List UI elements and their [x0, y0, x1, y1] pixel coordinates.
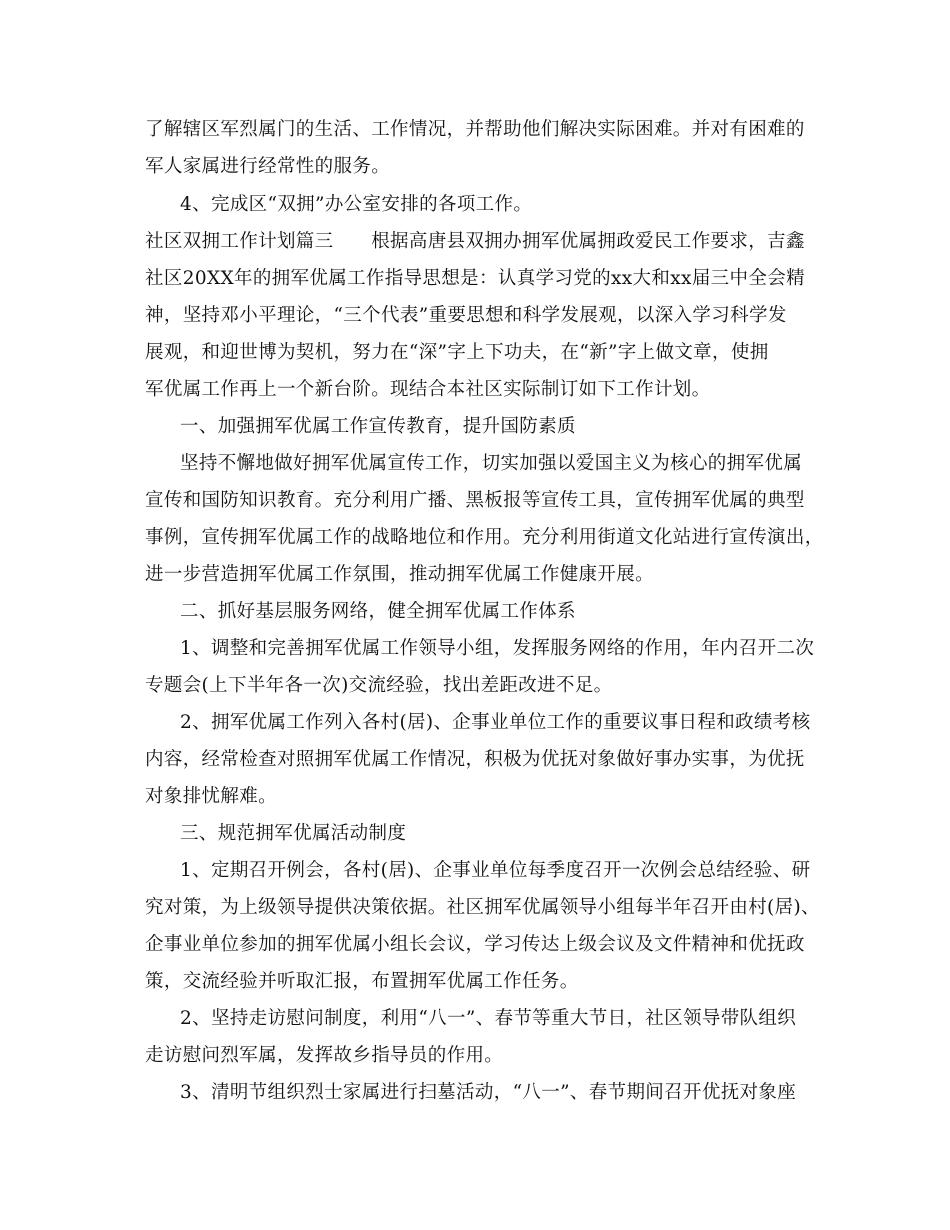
text-line: 内容，经常检查对照拥军优属工作情况，积极为优抚对象做好事办实事，为优抚 [145, 749, 805, 770]
text-line: 社区20XX年的拥军优属工作指导思想是：认真学习党的xx大和xx届三中全会精 [145, 268, 805, 289]
text-line: 专题会(上下半年各一次)交流经验，找出差距改进不足。 [145, 675, 613, 696]
text-line: 军优属工作再上一个新台阶。现结合本社区实际制订如下工作计划。 [145, 379, 711, 400]
text-line: 军人家属进行经常性的服务。 [145, 156, 391, 177]
text-line: 究对策，为上级领导提供决策依据。社区拥军优属领导小组每半年召开由村(居)、 [145, 897, 820, 918]
text-line: 2、坚持走访慰问制度，利用“八一”、春节等重大节日，社区领导带队组织 [180, 1008, 797, 1029]
subheading-line: 二、抓好基层服务网络，健全拥军优属工作体系 [180, 601, 576, 622]
text-line: 1、调整和完善拥军优属工作领导小组，发挥服务网络的作用，年内召开二次 [180, 638, 815, 659]
text-line: 走访慰问烈军属，发挥故乡指导员的作用。 [145, 1045, 504, 1066]
subheading-line: 三、规范拥军优属活动制度 [180, 823, 407, 844]
text-line: 策，交流经验并听取汇报，布置拥军优属工作任务。 [145, 971, 579, 992]
text-line: 宣传和国防知识教育。充分利用广播、黑板报等宣传工具，宣传拥军优属的典型 [145, 490, 805, 511]
text-line: 对象排忧解难。 [145, 786, 277, 807]
text-line: 4、完成区“双拥”办公室安排的各项工作。 [180, 194, 533, 215]
text-line: 神，坚持邓小平理论，“三个代表”重要思想和科学发展观，以深入学习科学发 [145, 305, 787, 326]
section-heading-line: 社区双拥工作计划篇三 根据高唐县双拥办拥军优属拥政爱民工作要求，吉鑫 [145, 231, 805, 252]
text-line: 3、清明节组织烈士家属进行扫墓活动，“八一”、春节期间召开优抚对象座 [180, 1082, 797, 1103]
text-line: 了解辖区军烈属门的生活、工作情况，并帮助他们解决实际困难。并对有困难的 [145, 119, 805, 140]
text-line: 1、定期召开例会，各村(居)、企事业单位每季度召开一次例会总结经验、研 [180, 860, 811, 881]
text-line: 坚持不懈地做好拥军优属宣传工作，切实加强以爱国主义为核心的拥军优属 [180, 453, 803, 474]
text-line: 事例，宣传拥军优属工作的战略地位和作用。充分利用街道文化站进行宣传演出， [145, 527, 824, 548]
text-line: 展观，和迎世博为契机，努力在“深”字上下功夫，在“新”字上做文章，使拥 [145, 342, 769, 363]
text-line: 2、拥军优属工作列入各村(居)、企事业单位工作的重要议事日程和政绩考核 [180, 712, 811, 733]
text-line: 进一步营造拥军优属工作氛围，推动拥军优属工作健康开展。 [145, 564, 654, 585]
text-line: 企事业单位参加的拥军优属小组长会议，学习传达上级会议及文件精神和优抚政 [145, 934, 805, 955]
subheading-line: 一、加强拥军优属工作宣传教育，提升国防素质 [180, 416, 576, 437]
